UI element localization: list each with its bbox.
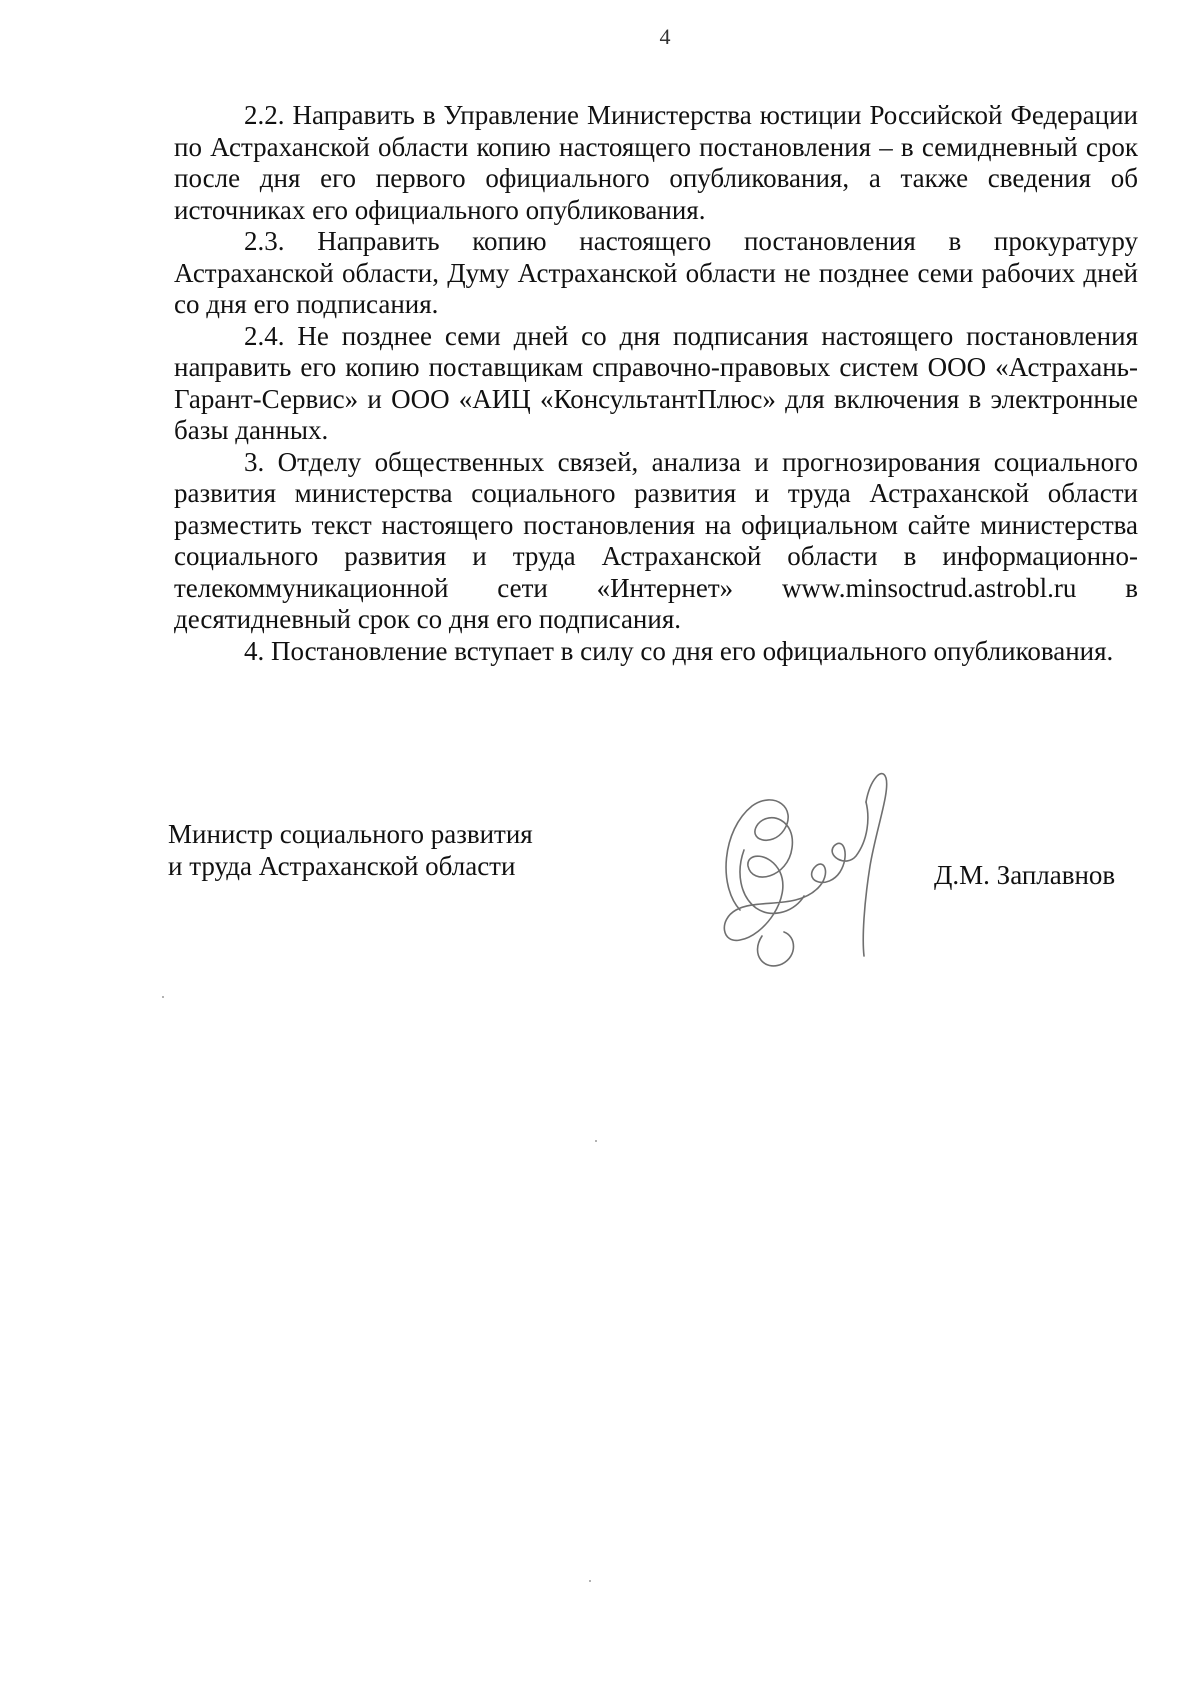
paragraph-2-4: 2.4. Не позднее семи дней со дня подписания настоящего постановления направить его копию поставщикам справочно-правовых систем ООО «Астрахань-Гарант-Сервис» и ООО «АИЦ «КонсультантПлюс» для включения в электронные базы данных.	[174, 320, 1138, 445]
signer-title-line-2: и труда Астраханской области	[168, 851, 516, 881]
signer-name: Д.М. Заплавнов	[934, 860, 1116, 890]
paragraph-4: 4. Постановление вступает в силу со дня его официального опубликования.	[244, 635, 1114, 666]
paragraph-3: 3. Отделу общественных связей, анализа и прогнозирования социального развития министерства социального развития и труда Астраханской области разместить текст настоящего постановления на официальном сайте министерства социального развития и труда Астраханской области в информационно-телекоммуникационной сети «Интернет» www.minsoctrud.astrobl.ru в десятидневный срок со дня его подписания.	[174, 446, 1138, 634]
signer-title	[168, 818, 533, 882]
handwritten-signature	[700, 760, 910, 980]
signer-title-line-1: Министр социального развития	[168, 819, 533, 849]
paragraph-2-3: 2.3. Направить копию настоящего постановления в прокуратуру Астраханской области, Думу Астраханской области не позднее семи рабочих дней со дня его подписания.	[174, 226, 1138, 319]
scan-speck	[595, 1140, 597, 1142]
scan-speck	[589, 1580, 591, 1582]
paragraph-2-2: 2.2. Направить в Управление Министерства юстиции Российской Федерации по Астраханской области копию настоящего постановления – в семидневный срок после дня его первого официального опубликования, а также сведения об источниках его официального опубликования.	[174, 100, 1138, 225]
scan-speck	[162, 996, 164, 998]
document-body	[174, 100, 1138, 667]
page-number: 4	[659, 24, 671, 49]
